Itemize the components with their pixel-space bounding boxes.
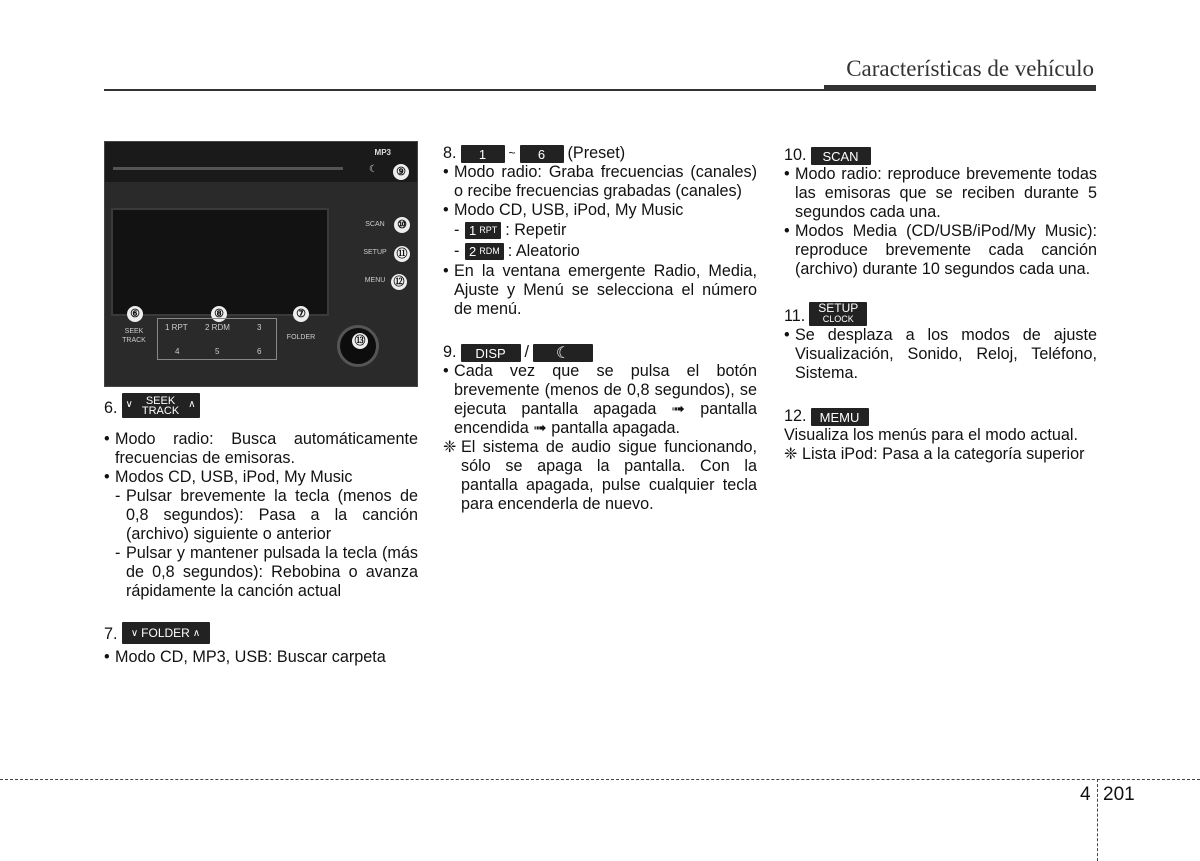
preset-6-key: 6 bbox=[520, 145, 564, 163]
sub-item: - 1 RPT : Repetir bbox=[454, 221, 567, 239]
column-3 bbox=[784, 143, 1097, 464]
list-item: • En la ventana emergente Radio, Media, Ajuste y Menú se selecciona el número de menú. bbox=[443, 262, 757, 318]
list-item: • Cada vez que se pulsa el botón brevemente (menos de 0,8 segundos), se ejecuta pantalla apagada ➟ pantalla encendida ➟ pantalla apagada. bbox=[443, 362, 757, 437]
moon-icon: ☾ bbox=[555, 344, 571, 362]
item-10-heading: 10. SCAN bbox=[784, 143, 1097, 165]
item-6-heading: 6. SEEK TRACK ∨ ∧ bbox=[104, 396, 418, 418]
list-item: • Modos Media (CD/USB/iPod/My Music): reproduce brevemente cada canción (archivo) durante 10 segundos cada una. bbox=[784, 222, 1097, 278]
preset-2-label: 2 RDM bbox=[205, 323, 230, 332]
footer-divider bbox=[1097, 779, 1098, 861]
menu-key: MEMU bbox=[811, 408, 869, 426]
radio-unit-illustration bbox=[104, 141, 418, 387]
column-2 bbox=[443, 141, 757, 514]
moon-key bbox=[533, 344, 593, 362]
preset-6-label: 6 bbox=[257, 347, 262, 356]
callout-7: ⑦ bbox=[293, 306, 309, 322]
callout-12: ⑫ bbox=[391, 274, 407, 290]
list-item: • Modo radio: Busca automáticamente frecuencias de emisoras. bbox=[104, 430, 418, 467]
item-12-text: Visualiza los menús para el modo actual. bbox=[784, 426, 1078, 444]
scan-key: SCAN bbox=[811, 147, 871, 165]
footer-rule bbox=[0, 779, 1200, 780]
sub-item: - Pulsar y mantener pulsada la tecla (más de 0,8 segundos): Rebobina o avanza rápidamente la canción actual bbox=[115, 544, 418, 600]
chevron-up-icon: ∧ bbox=[192, 627, 201, 639]
callout-10: ⑩ bbox=[394, 217, 410, 233]
preset-3-label: 3 bbox=[257, 323, 262, 332]
mp3-logo: MP3 bbox=[374, 148, 391, 157]
item-9-heading: 9. DISP / ☾ bbox=[443, 340, 757, 362]
chapter-title: Características de vehículo bbox=[846, 56, 1094, 81]
chevron-down-icon: ∨ bbox=[130, 627, 139, 639]
sub-item: - Pulsar brevemente la tecla (menos de 0,8 segundos): Pasa a la canción (archivo) siguiente o anterior bbox=[115, 487, 418, 543]
preset-1-label: 1 RPT bbox=[165, 323, 188, 332]
callout-6: ⑥ bbox=[127, 306, 143, 322]
item-7-heading: 7. ∨ FOLDER ∧ bbox=[104, 622, 418, 644]
disp-key: DISP bbox=[461, 344, 521, 362]
seek-track-key: SEEK TRACK ∨ ∧ bbox=[122, 393, 200, 418]
list-item: • Modo CD, MP3, USB: Buscar carpeta bbox=[104, 648, 386, 666]
chapter-number: 4 bbox=[1080, 784, 1091, 805]
moon-icon: ☾ bbox=[369, 164, 378, 175]
setup-clock-key: SETUP CLOCK bbox=[809, 302, 867, 326]
column-1 bbox=[104, 396, 418, 667]
page-number: 201 bbox=[1103, 784, 1135, 805]
list-item: • Modo CD, USB, iPod, My Music bbox=[443, 201, 684, 219]
scan-button-label: SCAN bbox=[365, 221, 385, 228]
item-11-heading: 11. SETUP CLOCK bbox=[784, 300, 1097, 326]
folder-key: ∨ FOLDER ∧ bbox=[122, 622, 210, 644]
list-item: • Modo radio: Graba frecuencias (canales) o recibe frecuencias grabadas (canales) bbox=[443, 163, 757, 200]
list-item: • Se desplaza a los modos de ajuste Visualización, Sonido, Reloj, Teléfono, Sistema. bbox=[784, 326, 1097, 382]
preset-4-label: 4 bbox=[175, 347, 180, 356]
cd-slot bbox=[113, 167, 343, 170]
menu-button-label: MENU bbox=[364, 277, 386, 284]
cd-slot-panel bbox=[105, 142, 417, 182]
callout-13: ⑬ bbox=[352, 333, 368, 349]
item-8-heading: 8. 1 ~ 6 (Preset) bbox=[443, 144, 626, 162]
seek-label: SEEK bbox=[124, 328, 144, 335]
track-label: TRACK bbox=[122, 337, 146, 344]
list-item: • Modo radio: reproduce brevemente todas las emisoras que se reciben durante 5 segundos cada una. bbox=[784, 165, 1097, 221]
display-screen bbox=[111, 208, 329, 316]
callout-8: ⑧ bbox=[211, 306, 227, 322]
callout-9: ⑨ bbox=[393, 164, 409, 180]
preset-5-label: 5 bbox=[215, 347, 220, 356]
sub-item: - 2 RDM : Aleatorio bbox=[454, 242, 580, 260]
list-item: • Modos CD, USB, iPod, My Music bbox=[104, 468, 353, 486]
chevron-up-icon: ∧ bbox=[188, 399, 196, 410]
folder-label: FOLDER bbox=[286, 334, 316, 341]
note: ❈ Lista iPod: Pasa a la categoría superior bbox=[784, 445, 1085, 463]
preset-1-key: 1 bbox=[461, 145, 505, 163]
note: ❈ El sistema de audio sigue funcionando, sólo se apaga la pantalla. Con la pantalla apagada, pulse cualquier tecla para encenderla de nuevo. bbox=[443, 438, 757, 513]
chevron-down-icon: ∨ bbox=[125, 399, 133, 410]
callout-11: ⑪ bbox=[394, 246, 410, 262]
repeat-key: 1 RPT bbox=[465, 222, 501, 239]
header-rule bbox=[104, 89, 1096, 91]
item-12-heading: 12. MEMU bbox=[784, 404, 1097, 426]
random-key: 2 RDM bbox=[465, 243, 504, 260]
setup-button-label: SETUP bbox=[363, 249, 387, 256]
